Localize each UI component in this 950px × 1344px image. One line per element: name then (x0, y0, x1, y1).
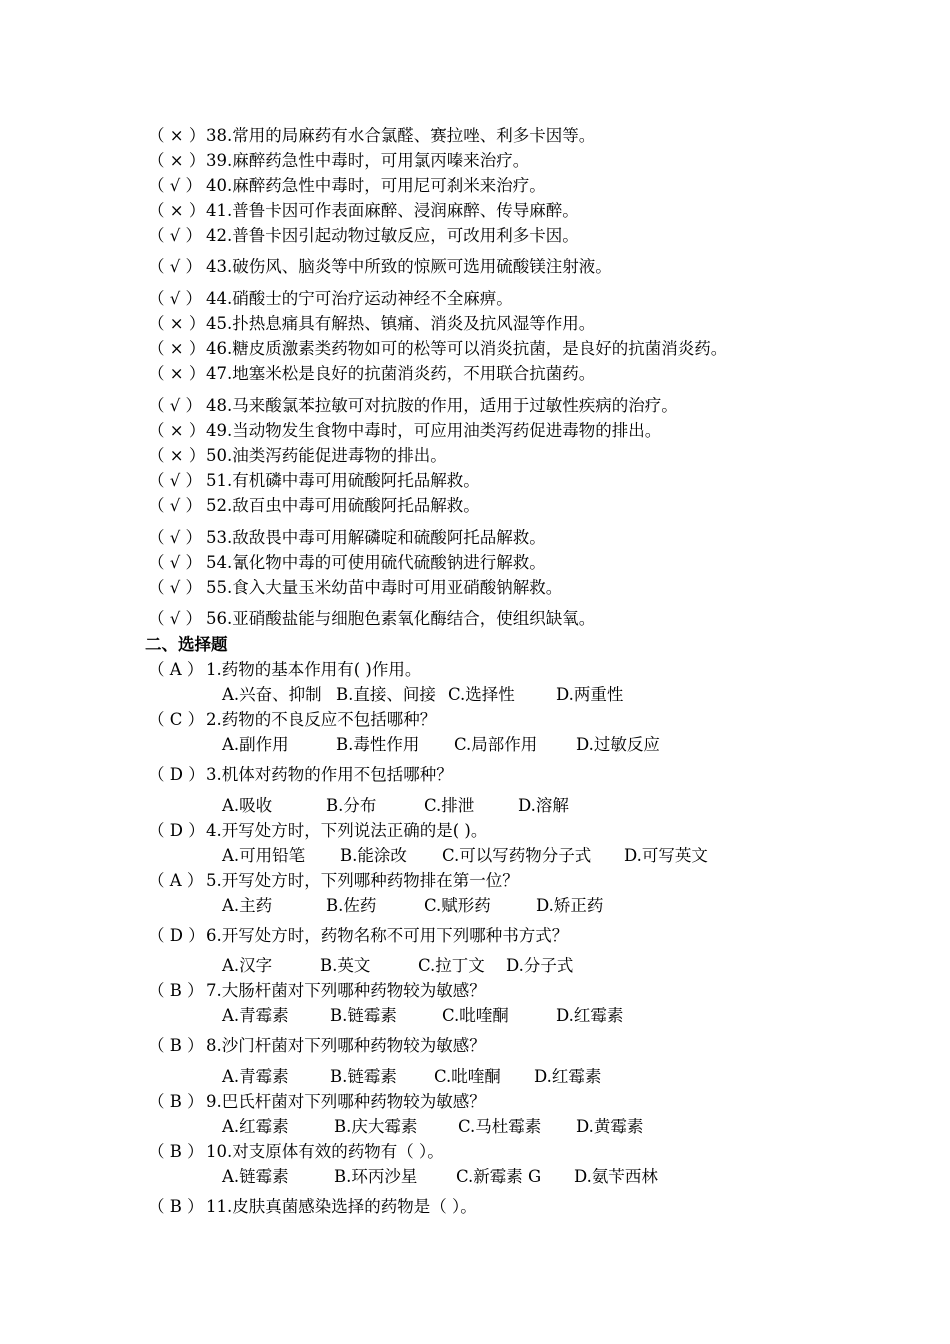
item-text: 53.敌敌畏中毒可用解磷啶和硫酸阿托品解救。 (206, 528, 546, 547)
answer-mark: （ C ） (148, 710, 205, 729)
answer-mark: （ √ ） (148, 471, 203, 490)
option-b: B.能涂改 (340, 846, 407, 865)
question-text: 1.药物的基本作用有( )作用。 (206, 660, 422, 679)
option-b: B.佐药 (326, 896, 377, 915)
section-heading: 二、选择题 (145, 635, 228, 654)
item-text: 49.当动物发生食物中毒时，可应用油类泻药促进毒物的排出。 (206, 421, 662, 440)
answer-mark: （ √ ） (148, 496, 203, 515)
option-b: B.分布 (326, 796, 377, 815)
judgment-item (148, 420, 661, 442)
option-b: B.直接、间接 (336, 685, 436, 704)
judgment-item (148, 552, 546, 574)
judgment-item (148, 313, 595, 335)
answer-mark: （ B ） (148, 981, 204, 1000)
choice-question (148, 1141, 444, 1163)
option-row (222, 1166, 658, 1188)
question-text: 6.开写处方时，药物名称不可用下列哪种书方式？ (206, 926, 569, 945)
item-text: 50.油类泻药能促进毒物的排出。 (206, 446, 447, 465)
option-row (222, 734, 660, 756)
choice-question (148, 925, 568, 947)
judgment-item (148, 470, 480, 492)
item-text: 48.马来酸氯苯拉敏可对抗胺的作用，适用于过敏性疾病的治疗。 (206, 396, 678, 415)
choice-question (148, 1035, 486, 1057)
answer-mark: （ × ） (148, 339, 206, 358)
option-row (222, 1066, 601, 1088)
option-a: A.链霉素 (222, 1167, 289, 1186)
item-text: 47.地塞米松是良好的抗菌消炎药，不用联合抗菌药。 (206, 364, 596, 383)
answer-mark: （ √ ） (148, 553, 203, 572)
answer-mark: （ B ） (148, 1142, 204, 1161)
answer-mark: （ × ） (148, 201, 206, 220)
judgment-item (148, 445, 447, 467)
answer-mark: （ D ） (148, 926, 205, 945)
answer-mark: （ × ） (148, 126, 206, 145)
option-b: B.英文 (320, 956, 371, 975)
choice-question (148, 764, 453, 786)
option-d: D.可写英文 (624, 846, 708, 865)
option-c: C.赋形药 (424, 896, 491, 915)
option-d: D.两重性 (556, 685, 624, 704)
option-row (222, 955, 573, 977)
option-a: A.红霉素 (222, 1117, 289, 1136)
item-text: 39.麻醉药急性中毒时，可用氯丙嗪来治疗。 (206, 151, 530, 170)
answer-mark: （ √ ） (148, 528, 203, 547)
choice-question (148, 1091, 486, 1113)
item-text: 56.亚硝酸盐能与细胞色素氧化酶结合，使组织缺氧。 (206, 609, 596, 628)
option-b: B.庆大霉素 (334, 1117, 418, 1136)
option-c: C.拉丁文 (418, 956, 485, 975)
option-row (222, 1116, 643, 1138)
item-text: 46.糖皮质激素类药物如可的松等可以消炎抗菌，是良好的抗菌消炎药。 (206, 339, 728, 358)
item-text: 44.硝酸士的宁可治疗运动神经不全麻痹。 (206, 289, 513, 308)
judgment-item (148, 288, 513, 310)
choice-question (148, 980, 486, 1002)
option-row (222, 895, 603, 917)
option-d: D.分子式 (506, 956, 574, 975)
judgment-item (148, 200, 579, 222)
option-d: D.过敏反应 (576, 735, 660, 754)
question-text: 10.对支原体有效的药物有（ ）。 (206, 1142, 444, 1161)
question-text: 5.开写处方时，下列哪种药物排在第一位？ (206, 871, 519, 890)
judgment-item (148, 125, 595, 147)
option-d: D.红霉素 (534, 1067, 602, 1086)
option-row (222, 1005, 623, 1027)
option-b: B.链霉素 (330, 1067, 397, 1086)
option-c: C.排泄 (424, 796, 475, 815)
answer-mark: （ √ ） (148, 396, 203, 415)
option-c: C.新霉素 G (456, 1167, 542, 1186)
option-a: A.主药 (222, 896, 273, 915)
option-b: B.毒性作用 (336, 735, 420, 754)
option-c: C.选择性 (448, 685, 515, 704)
option-c: C.可以写药物分子式 (442, 846, 592, 865)
answer-mark: （ × ） (148, 364, 206, 383)
answer-mark: （ × ） (148, 446, 206, 465)
question-text: 4.开写处方时，下列说法正确的是( )。 (206, 821, 488, 840)
judgment-item (148, 256, 612, 278)
option-c: C.吡喹酮 (442, 1006, 509, 1025)
item-text: 54.氰化物中毒的可使用硫代硫酸钠进行解救。 (206, 553, 546, 572)
option-row (222, 795, 569, 817)
item-text: 42.普鲁卡因引起动物过敏反应，可改用利多卡因。 (206, 226, 579, 245)
option-row (222, 684, 623, 706)
answer-mark: （ × ） (148, 151, 206, 170)
item-text: 41.普鲁卡因可作表面麻醉、浸润麻醉、传导麻醉。 (206, 201, 579, 220)
judgment-item (148, 608, 595, 630)
answer-mark: （ B ） (148, 1197, 204, 1216)
option-b: B.环丙沙星 (334, 1167, 418, 1186)
choice-question (148, 870, 519, 892)
answer-mark: （ √ ） (148, 609, 203, 628)
answer-mark: （ B ） (148, 1036, 204, 1055)
option-d: D.红霉素 (556, 1006, 624, 1025)
judgment-item (148, 395, 678, 417)
option-d: D.黄霉素 (576, 1117, 644, 1136)
answer-mark: （ × ） (148, 314, 206, 333)
option-c: C.局部作用 (454, 735, 538, 754)
judgment-item (148, 577, 562, 599)
judgment-item (148, 225, 579, 247)
option-a: A.青霉素 (222, 1006, 289, 1025)
answer-mark: （ √ ） (148, 289, 203, 308)
option-c: C.吡喹酮 (434, 1067, 501, 1086)
answer-mark: （ √ ） (148, 578, 203, 597)
choice-question (148, 1196, 477, 1218)
option-a: A.吸收 (222, 796, 273, 815)
choice-question (148, 709, 436, 731)
option-d: D.氨苄西林 (574, 1167, 658, 1186)
question-text: 8.沙门杆菌对下列哪种药物较为敏感？ (206, 1036, 486, 1055)
choice-question (148, 820, 487, 842)
question-text: 2.药物的不良反应不包括哪种？ (206, 710, 437, 729)
judgment-item (148, 150, 529, 172)
choice-question (148, 659, 421, 681)
answer-mark: （ √ ） (148, 257, 203, 276)
judgment-item (148, 363, 595, 385)
question-text: 7.大肠杆菌对下列哪种药物较为敏感？ (206, 981, 486, 1000)
answer-mark: （ B ） (148, 1092, 204, 1111)
answer-mark: （ √ ） (148, 226, 203, 245)
item-text: 38.常用的局麻药有水合氯醛、赛拉唑、利多卡因等。 (206, 126, 596, 145)
answer-mark: （ × ） (148, 421, 206, 440)
option-a: A.兴奋、抑制 (222, 685, 322, 704)
option-a: A.副作用 (222, 735, 289, 754)
option-d: D.矫正药 (536, 896, 604, 915)
item-text: 45.扑热息痛具有解热、镇痛、消炎及抗风湿等作用。 (206, 314, 596, 333)
item-text: 55.食入大量玉米幼苗中毒时可用亚硝酸钠解救。 (206, 578, 563, 597)
judgment-item (148, 175, 546, 197)
judgment-item (148, 338, 727, 360)
item-text: 43.破伤风、脑炎等中所致的惊厥可选用硫酸镁注射液。 (206, 257, 612, 276)
judgment-item (148, 495, 480, 517)
question-text: 11.皮肤真菌感染选择的药物是（ ）。 (206, 1197, 477, 1216)
option-d: D.溶解 (518, 796, 569, 815)
answer-mark: （ A ） (148, 871, 204, 890)
option-a: A.可用铅笔 (222, 846, 306, 865)
option-row (222, 845, 708, 867)
option-b: B.链霉素 (330, 1006, 397, 1025)
judgment-item (148, 527, 546, 549)
option-a: A.汉字 (222, 956, 273, 975)
item-text: 51.有机磷中毒可用硫酸阿托品解救。 (206, 471, 480, 490)
answer-mark: （ D ） (148, 765, 205, 784)
option-a: A.青霉素 (222, 1067, 289, 1086)
item-text: 40.麻醉药急性中毒时，可用尼可刹米来治疗。 (206, 176, 546, 195)
question-text: 9.巴氏杆菌对下列哪种药物较为敏感？ (206, 1092, 486, 1111)
item-text: 52.敌百虫中毒可用硫酸阿托品解救。 (206, 496, 480, 515)
option-c: C.马杜霉素 (458, 1117, 542, 1136)
question-text: 3.机体对药物的作用不包括哪种？ (206, 765, 453, 784)
answer-mark: （ D ） (148, 821, 205, 840)
answer-mark: （ A ） (148, 660, 204, 679)
answer-mark: （ √ ） (148, 176, 203, 195)
